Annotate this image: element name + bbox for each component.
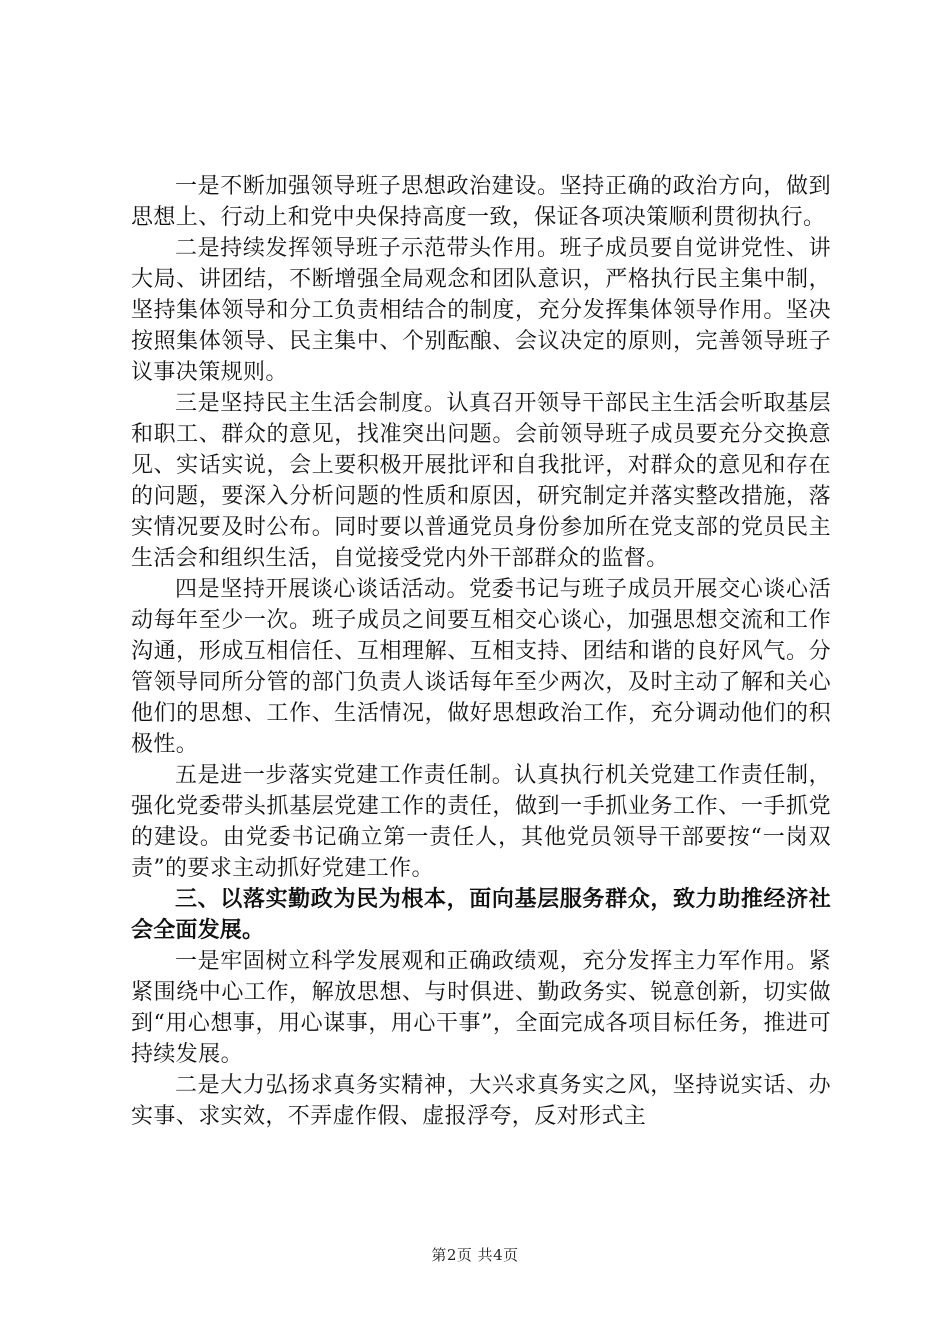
section-paragraph-1: 一是牢固树立科学发展观和正确政绩观，充分发挥主力军作用。紧紧围绕中心工作，解放思想、与时俱进、勤政务实、锐意创新，切实做到“用心想事，用心谋事，用心干事”，全面完成各项目标任务，推进可持续发展。 — [131, 949, 831, 1067]
paragraph-2: 二是持续发挥领导班子示范带头作用。班子成员要自觉讲党性、讲大局、讲团结，不断增强全局观念和团队意识，严格执行民主集中制，坚持集体领导和分工负责相结合的制度，充分发挥集体领导作用。坚决按照集体领导、民主集中、个别酝酿、会议决定的原则，完善领导班子议事决策规则。 — [131, 236, 831, 385]
paragraph-1: 一是不断加强领导班子思想政治建设。坚持正确的政治方向，做到思想上、行动上和党中央保持高度一致，保证各项决策顺利贯彻执行。 — [131, 174, 831, 230]
paragraph-4: 四是坚持开展谈心谈话活动。党委书记与班子成员开展交心谈心活动每年至少一次。班子成员之间要互相交心谈心，加强思想交流和工作沟通，形成互相信任、互相理解、互相支持、团结和谐的良好风气。分管领导同所分管的部门负责人谈话每年至少两次，及时主动了解和关心他们的思想、工作、生活情况，做好思想政治工作，充分调动他们的积极性。 — [131, 577, 831, 757]
document-body — [131, 171, 831, 1132]
section-heading: 三、以落实勤政为民为根本，面向基层服务群众，致力助推经济社会全面发展。 — [131, 887, 831, 943]
paragraph-5: 五是进一步落实党建工作责任制。认真执行机关党建工作责任制，强化党委带头抓基层党建工作的责任，做到一手抓业务工作、一手抓党的建设。由党委书记确立第一责任人，其他党员领导干部要按“一岗双责”的要求主动抓好党建工作。 — [131, 763, 831, 881]
page-footer: 第2页 共4页 — [431, 1246, 519, 1264]
paragraph-3: 三是坚持民主生活会制度。认真召开领导干部民主生活会听取基层和职工、群众的意见，找准突出问题。会前领导班子成员要充分交换意见、实话实说，会上要积极开展批评和自我批评，对群众的意见和存在的问题，要深入分析问题的性质和原因，研究制定并落实整改措施，落实情况要及时公布。同时要以普通党员身份参加所在党支部的党员民主生活会和组织生活，自觉接受党内外干部群众的监督。 — [131, 391, 831, 571]
section-paragraph-2: 二是大力弘扬求真务实精神，大兴求真务实之风，坚持说实话、办实事、求实效，不弄虚作假、虚报浮夸，反对形式主 — [131, 1073, 831, 1129]
